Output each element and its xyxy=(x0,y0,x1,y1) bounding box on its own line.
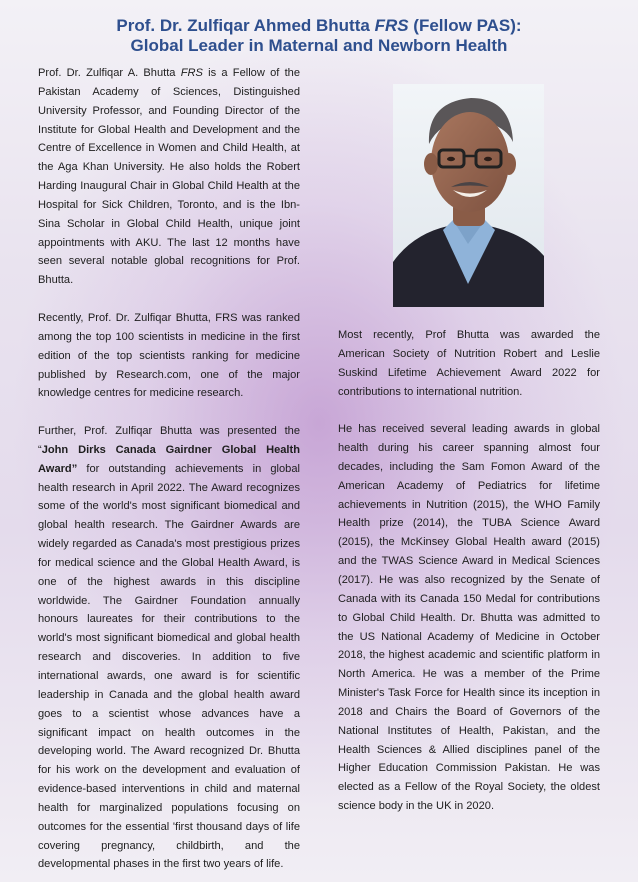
portrait-illustration xyxy=(393,84,544,307)
awards-history-paragraph: He has received several leading awards in global health during his career spanning almost four decades, including the Sam Fomon Award of the American Academy of Pediatrics for lifetime achievements in Nutrition (2015), the WHO Family Health prize (2014), the TUBA Science Award (2015), the McKinsey Global Health award (2015) and the TWAS Science Award in Medical Sciences (2017). He was also recognized by the Senate of Canada with its Canada 150 Medal for contributions to Global Child Health. Dr. Bhutta was admitted to the US National Academy of Medicine in October 2018, the highest academic and scientific platform in North America. He was a member of the Prime Minister's Task Force for Health since its inception in 2018 and Chairs the Board of Governors of the National Institutes of Health, Pakistan, and the Health Sciences & Allied disciplines panel of the Higher Education Commission Pakistan. He was elected as a Fellow of the Royal Society, the oldest science body in the UK in 2020. xyxy=(338,423,600,813)
right-column xyxy=(338,326,600,816)
nutrition-award-paragraph: Most recently, Prof Bhutta was awarded the American Society of Nutrition Robert and Leslie Suskind Lifetime Achievement Award 2022 for contributions to international nutrition. xyxy=(338,329,600,398)
award-name: John Dirks Canada Gairdner Global Health Award” xyxy=(38,443,300,475)
left-column xyxy=(38,64,300,874)
title-line-2: Global Leader in Maternal and Newborn Health xyxy=(130,36,508,55)
page-title xyxy=(0,16,638,56)
title-line-1: Prof. Dr. Zulfiqar Ahmed Bhutta FRS (Fellow PAS): xyxy=(116,16,522,35)
intro-paragraph: Prof. Dr. Zulfiqar A. Bhutta FRS is a Fellow of the Pakistan Academy of Sciences, Distinguished University Professor, and Founding Director of the Institute for Global Health and Development and the Centre of Excellence in Women and Child Health, at the Aga Khan University. He also holds the Robert Harding Inaugural Chair in Global Child Health at the Hospital for Sick Children, Toronto, and is the Ibn-Sina Scholar in Global Child Health, unique joint appointments with AKU. The last 12 months have seen several notable global recognitions for Prof. Bhutta. xyxy=(38,67,300,287)
portrait-photo xyxy=(393,84,544,307)
gairdner-paragraph: Further, Prof. Zulfiqar Bhutta was presented the “John Dirks Canada Gairdner Global Health Award” for outstanding achievements in global health research in April 2022. The Award recognizes some of the world's most significant biomedical and global health research. The Gairdner Awards are widely regarded as Canada's most prestigious prizes for medical science and the Global Health Award, is one of the highest awards in this discipline worldwide. The Gairdner Foundation annually honours laureates for their contributions to the world's most significant biomedical and global health research and discoveries. In addition to five international awards, one award is for scientific leadership in Canada and the global health award goes to a scientist whose advances have a significant impact on health outcomes in the developing world. The Award recognized Dr. Bhutta for his work on the development and evaluation of evidence-based interventions in child and maternal health for marginalized populations focusing on outcomes for the essential 'first thousand days of life covering pregnancy, childbirth, and the developmental phases in the first two years of life. xyxy=(38,425,300,871)
ranking-paragraph: Recently, Prof. Dr. Zulfiqar Bhutta, FRS was ranked among the top 100 scientists in medicine in the first edition of the top scientists ranking for medicine published by Research.com, one of the major knowledge centres for medicine research. xyxy=(38,311,300,400)
